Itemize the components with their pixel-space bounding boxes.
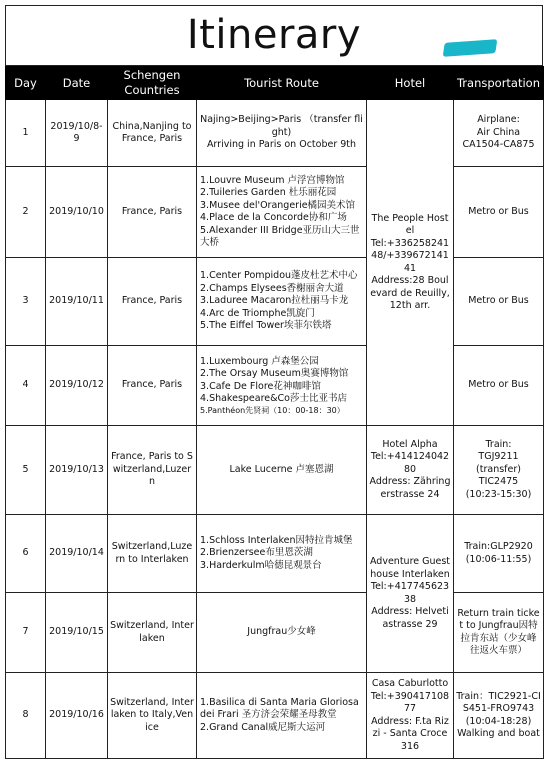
- hotel-address: Address: Zähringerstrasse 24: [369, 476, 451, 500]
- schengen-cell: Switzerland, Interlaken to Italy,Venice: [108, 673, 197, 759]
- route-line: 3.Cafe De Flore花神咖啡馆: [200, 380, 321, 392]
- date-cell: 2019/10/16: [46, 673, 108, 759]
- route-line: 5.Panthéon先贤祠（10：00-18：30）: [200, 405, 345, 415]
- route-line: Najing>Beijing>Paris （transfer flight): [200, 114, 363, 138]
- route-cell: [197, 426, 367, 515]
- transport-cell: [454, 167, 544, 258]
- transport-line: (10:04-18:28): [465, 715, 532, 727]
- hotel-name: The People Hostel: [371, 212, 449, 236]
- day-cell: 4: [6, 346, 46, 426]
- route-line: 2.Brienzersee布里恩茨湖: [200, 547, 313, 559]
- route-line: Arriving in Paris on October 9th: [206, 139, 357, 151]
- route-line: 3.Harderkulm哈德昆观景台: [200, 559, 322, 571]
- route-line: 1.Basilica di Santa Maria Gloriosa dei Frari 圣方济会荣耀圣母教堂: [200, 696, 359, 721]
- header-date: Date: [46, 67, 108, 100]
- route-cell: [197, 167, 367, 258]
- transport-cell: [454, 346, 544, 426]
- hotel-address: Address:28 Boulevard de Reuilly, 12th arr.: [370, 275, 450, 311]
- transport-line: Train：TIC2921-CIS451-FRO9743: [456, 690, 541, 714]
- route-line: 2.Grand Canal威尼斯大运河: [200, 721, 326, 733]
- hotel-cell-venice: [367, 673, 454, 759]
- transport-line: TIC2475: [478, 476, 519, 488]
- hotel-cell-interlaken: [367, 515, 454, 673]
- route-cell: [197, 593, 367, 673]
- hotel-tel: Tel:+39041710877: [370, 690, 450, 714]
- table-row: [6, 593, 544, 673]
- title-box: [5, 5, 543, 66]
- route-line: 4.Place de la Concorde协和广场: [200, 212, 347, 223]
- header-day: Day: [6, 67, 46, 100]
- itinerary-table: [5, 66, 544, 759]
- hotel-address: Address: Helvetiastrasse 29: [371, 606, 449, 630]
- date-cell: 2019/10/15: [46, 593, 108, 673]
- route-line: 2.Champs Elysees香榭丽舍大道: [200, 282, 344, 294]
- schengen-cell: France, Paris: [108, 258, 197, 346]
- hotel-name: Hotel Alpha: [382, 438, 438, 450]
- header-row: [6, 67, 544, 100]
- transport-line: Airplane:: [477, 114, 520, 126]
- date-cell: 2019/10/12: [46, 346, 108, 426]
- route-line: Jungfrau少女峰: [247, 626, 316, 638]
- route-line: 1.Luxembourg 卢森堡公园: [200, 355, 319, 367]
- hotel-tel: Tel:+41412404280: [370, 451, 450, 475]
- transport-line: Air China: [476, 126, 521, 138]
- route-line: 4.Shakespeare&Co莎士比亚书店: [200, 393, 347, 404]
- hotel-address: Address: F.ta Rizzi - Santa Croce 316: [371, 715, 449, 752]
- day-cell: 7: [6, 593, 46, 673]
- route-line: 3.Laduree Macaron拉杜丽马卡龙: [200, 295, 349, 307]
- day-cell: 2: [6, 167, 46, 258]
- day-cell: 6: [6, 515, 46, 593]
- route-line: Lake Lucerne 卢塞恩湖: [229, 463, 334, 475]
- transport-cell: [454, 593, 544, 673]
- page-title: Itinerary: [186, 12, 362, 58]
- route-cell: [197, 515, 367, 593]
- hotel-cell-luzern: [367, 426, 454, 515]
- transport-line: CA1504-CA875: [462, 139, 535, 151]
- schengen-cell: China,Nanjing to France, Paris: [108, 100, 197, 167]
- route-cell: [197, 673, 367, 759]
- date-cell: 2019/10/11: [46, 258, 108, 346]
- schengen-cell: France, Paris to Switzerland,Luzern: [108, 426, 197, 515]
- route-line: 1.Center Pompidou蓬皮杜艺术中心: [200, 270, 358, 282]
- transport-line: Metro or Bus: [468, 379, 529, 391]
- date-cell: 2019/10/8-9: [46, 100, 108, 167]
- header-route: Tourist Route: [197, 67, 367, 100]
- schengen-cell: France, Paris: [108, 167, 197, 258]
- route-line: 1.Schloss Interlaken因特拉肯城堡: [200, 534, 353, 546]
- date-cell: 2019/10/10: [46, 167, 108, 258]
- day-cell: 1: [6, 100, 46, 167]
- transport-cell: [454, 100, 544, 167]
- transport-line: Return train ticket to Jungfrau因特拉肯东站（少女峰往返火车票）: [457, 607, 540, 656]
- route-line: 3.Musee del'Orangerie橘园美术馆: [200, 199, 356, 211]
- header-transport: Transportation: [454, 67, 544, 100]
- table-row: [6, 426, 544, 515]
- transport-line: (transfer): [476, 463, 521, 475]
- schengen-cell: Switzerland,Luzern to Interlaken: [108, 515, 197, 593]
- header-hotel: Hotel: [367, 67, 454, 100]
- date-cell: 2019/10/14: [46, 515, 108, 593]
- hotel-tel: Tel:+33625824148/+33967214141: [370, 237, 450, 274]
- transport-cell: [454, 426, 544, 515]
- date-cell: 2019/10/13: [46, 426, 108, 515]
- hotel-name: Casa Caburlotto: [371, 678, 449, 689]
- transport-line: Metro or Bus: [468, 205, 529, 217]
- transport-line: (10:06-11:55): [465, 553, 532, 565]
- transport-line: Walking and boat: [457, 728, 540, 739]
- day-cell: 8: [6, 673, 46, 759]
- table-row: [6, 673, 544, 759]
- transport-line: (10:23-15:30): [465, 488, 532, 500]
- route-cell: [197, 258, 367, 346]
- route-line: 1.Louvre Museum 卢浮宫博物馆: [200, 174, 345, 186]
- transport-line: Train:GLP2920: [464, 541, 533, 552]
- table-row: [6, 346, 544, 426]
- transport-line: Train:: [485, 438, 512, 450]
- table-row: [6, 515, 544, 593]
- table-row: [6, 167, 544, 258]
- hotel-name: Adventure Guesthouse Interlaken: [369, 556, 451, 580]
- header-schengen: Schengen Countries: [108, 67, 197, 100]
- route-line: 5.Alexander III Bridge亚历山大三世大桥: [200, 224, 360, 248]
- transport-cell: [454, 515, 544, 593]
- transport-cell: [454, 673, 544, 759]
- route-line: 4.Arc de Triomphe凯旋门: [200, 307, 315, 319]
- schengen-cell: France, Paris: [108, 346, 197, 426]
- route-line: 5.The Eiffel Tower埃菲尔铁塔: [200, 320, 332, 332]
- day-cell: 5: [6, 426, 46, 515]
- day-cell: 3: [6, 258, 46, 346]
- table-row: [6, 100, 544, 167]
- schengen-cell: Switzerland, Interlaken: [108, 593, 197, 673]
- transport-cell: [454, 258, 544, 346]
- transport-line: Metro or Bus: [468, 295, 529, 307]
- table-row: [6, 258, 544, 346]
- route-line: 2.The Orsay Museum奥赛博物馆: [200, 368, 349, 379]
- hotel-tel: Tel:+41774562338: [370, 581, 450, 605]
- transport-line: TGJ9211: [478, 451, 519, 463]
- route-line: 2.Tuileries Garden 杜乐丽花园: [200, 187, 337, 198]
- hotel-cell-paris: [367, 100, 454, 426]
- route-cell: [197, 100, 367, 167]
- route-cell: [197, 346, 367, 426]
